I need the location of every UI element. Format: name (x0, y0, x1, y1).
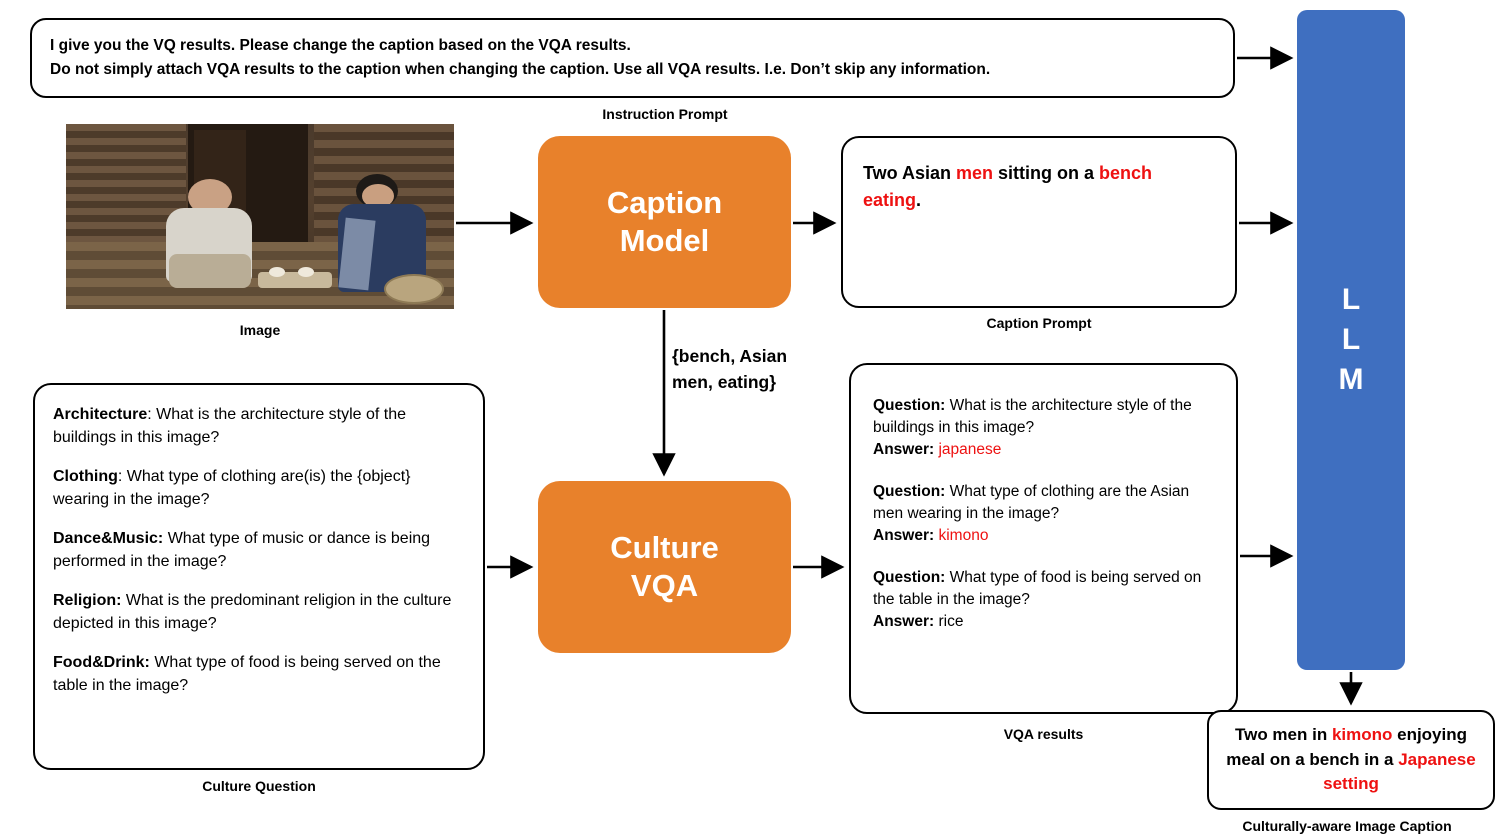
culture-question-item (53, 465, 467, 511)
vqa-answer-text: rice (938, 613, 964, 630)
vqa-answer-line (873, 611, 1214, 633)
culture-question-text: : What type of clothing are(is) the {object} wearing in the image? (53, 468, 411, 509)
llm-letter: L (1341, 283, 1361, 317)
vqa-answer-label: Answer: (873, 527, 939, 544)
highlight-span: men (956, 163, 994, 183)
llm-letter: L (1341, 323, 1361, 357)
vqa-answer-line (873, 525, 1214, 547)
culture-question-category: Architecture (53, 406, 148, 423)
caption-model-line-1: Caption (606, 185, 723, 221)
culture-question-category: Dance&Music: (53, 530, 164, 548)
vqa-question-label: Question: (873, 397, 950, 414)
culture-question-category: Food&Drink: (53, 654, 150, 672)
culture-question-text: What is the predominant religion in the culture depicted in this image? (53, 592, 452, 633)
llm-letter: M (1338, 362, 1364, 396)
final-caption-label: Culturally-aware Image Caption (1242, 818, 1452, 834)
caption-prompt-box (841, 136, 1237, 308)
culture-vqa-node (538, 481, 791, 653)
culture-vqa-line-1: Culture (610, 530, 719, 566)
culture-vqa-line-2: VQA (630, 568, 699, 603)
final-caption-box (1207, 710, 1495, 810)
vqa-question-text: What type of clothing are the Asian men wearing in the image? (873, 483, 1190, 522)
culture-question-box (33, 383, 485, 770)
culture-question-item (53, 527, 467, 573)
vqa-question-line (873, 567, 1214, 611)
highlight-span: kimono (1331, 725, 1393, 745)
llm-node (1297, 10, 1405, 670)
plain-span: . (916, 190, 922, 210)
vqa-question-line (873, 395, 1214, 439)
vqa-result-item (873, 481, 1214, 547)
highlight-span: Japanese setting (1323, 749, 1476, 794)
instruction-prompt-box (30, 18, 1235, 98)
plain-span: Two men in (1234, 725, 1332, 745)
caption-prompt-label: Caption Prompt (986, 315, 1092, 331)
vqa-result-item (873, 395, 1214, 461)
image-label: Image (239, 322, 281, 338)
highlight-span: bench eating (863, 163, 1153, 210)
culture-question-text: : What is the architecture style of the buildings in this image? (53, 406, 407, 447)
caption-model-node (538, 136, 791, 308)
vqa-question-line (873, 481, 1214, 525)
instruction-prompt-label: Instruction Prompt (602, 106, 728, 122)
vqa-question-text: What type of food is being served on the table in the image? (873, 569, 1202, 608)
plain-span: enjoying meal on a bench in a (1226, 725, 1468, 769)
instruction-line-2: Do not simply attach VQA results to the caption when changing the caption. Use all VQA results. I.e. Don’t skip any information. (50, 61, 991, 79)
vqa-question-label: Question: (873, 569, 950, 586)
vqa-question-label: Question: (873, 483, 950, 500)
token-set-label: {bench, Asian men, eating} (672, 346, 788, 392)
culture-question-item (53, 403, 467, 449)
plain-span: Two Asian (863, 163, 957, 183)
culture-question-text: What type of food is being served on the table in the image? (53, 654, 441, 695)
vqa-answer-text: kimono (938, 527, 989, 544)
culture-question-text: What type of music or dance is being performed in the image? (53, 530, 431, 571)
final-caption-text (1219, 723, 1483, 797)
caption-prompt-text (863, 160, 1215, 214)
vqa-answer-text: japanese (938, 441, 1002, 458)
culture-question-category: Religion: (53, 592, 122, 610)
vqa-answer-label: Answer: (873, 613, 939, 630)
culture-question-item (53, 589, 467, 635)
vqa-results-box (849, 363, 1238, 714)
caption-model-line-2: Model (619, 223, 710, 258)
vqa-answer-line (873, 439, 1214, 461)
culture-question-label: Culture Question (202, 778, 316, 794)
vqa-answer-label: Answer: (873, 441, 939, 458)
source-image (66, 124, 454, 309)
vqa-result-item (873, 567, 1214, 633)
plain-span: sitting on a (993, 163, 1100, 183)
culture-question-category: Clothing (53, 468, 118, 486)
culture-question-item (53, 651, 467, 697)
vqa-results-label: VQA results (1003, 726, 1084, 742)
instruction-line-1: I give you the VQ results. Please change the caption based on the VQA results. (50, 37, 631, 54)
vqa-question-text: What is the architecture style of the buildings in this image? (873, 397, 1192, 436)
